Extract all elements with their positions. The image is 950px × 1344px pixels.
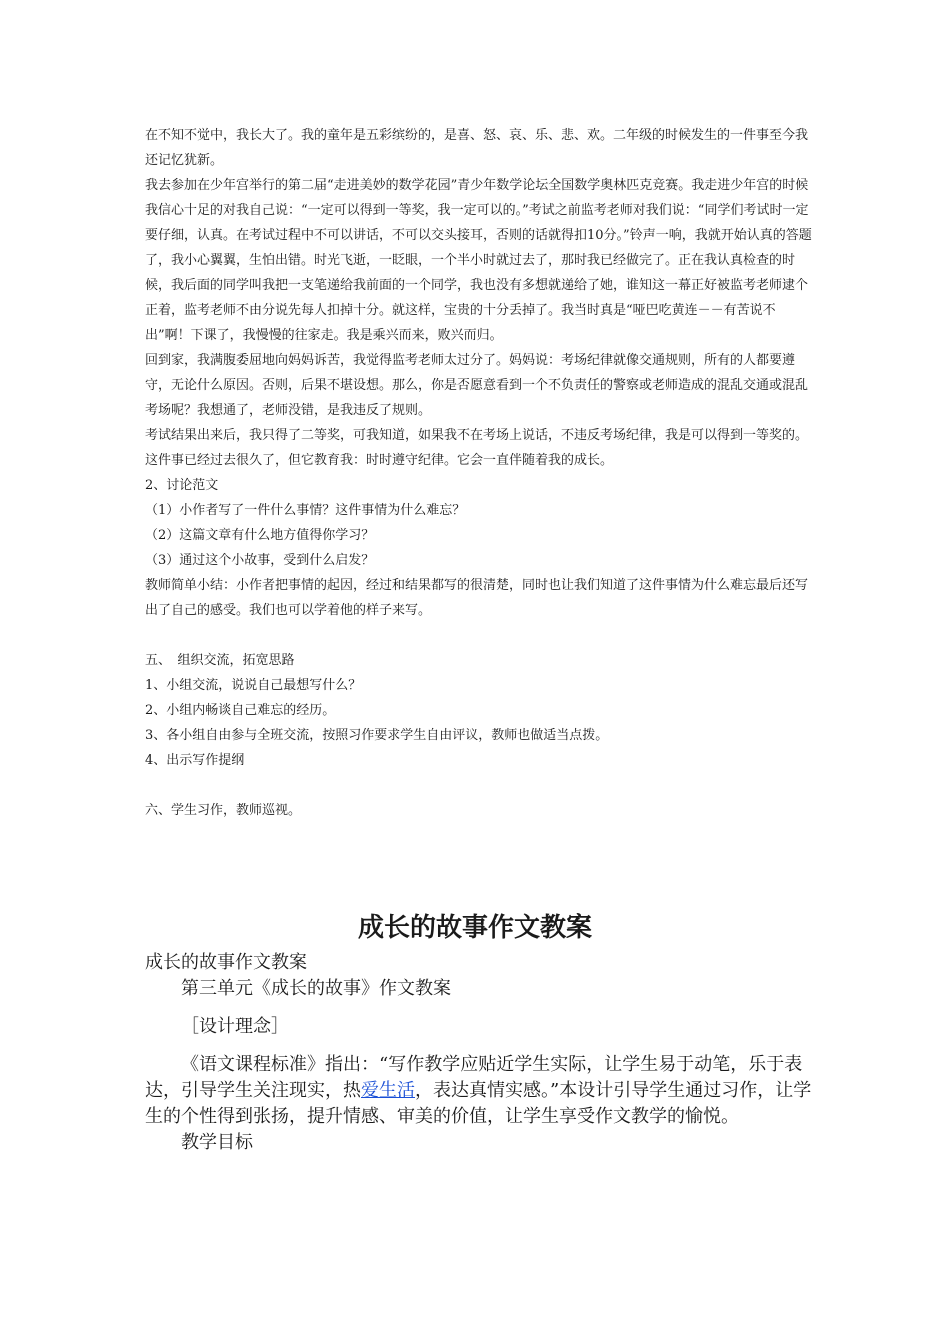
paragraph-text: 《语文课程标准》指出：“写作教学应贴近学生实际，让学生易于动笔，乐于表达，引导学生关注现实，热 <box>145 1054 803 1101</box>
essay-paragraph: 考试结果出来后，我只得了二等奖，可我知道，如果我不在考场上说话，不违反考场纪律，我是可以得到一等奖的。 <box>145 428 809 443</box>
section-five-item: 3、各小组自由参与全班交流，按照习作要求学生自由评议，教师也做适当点拨。 <box>145 728 609 743</box>
discussion-question: （3）通过这个小故事，受到什么启发？ <box>145 553 375 568</box>
essay-paragraph: 回到家，我满腹委屈地向妈妈诉苦，我觉得监考老师太过分了。妈妈说：考场纪律就像交通规则，所有的人都要遵守，无论什么原因。否则，后果不堪设想。那么，你是否愿意看到一个不负责任的警察或老师造成的混乱交通或混乱考场呢？我想通了，老师没错，是我违反了规则。 <box>145 353 809 418</box>
teaching-goals-heading: 教学目标 <box>181 1132 253 1153</box>
discussion-question: （1）小作者写了一件什么事情？这件事情为什么难忘？ <box>145 503 466 518</box>
love-life-link[interactable]: 爱生活 <box>361 1080 415 1101</box>
essay-paragraph: 这件事已经过去很久了，但它教育我：时时遵守纪律。它会一直伴随着我的成长。 <box>145 453 614 468</box>
design-concept-heading: ［设计理念］ <box>181 1016 289 1037</box>
discussion-heading: 2、讨论范文 <box>145 478 219 493</box>
essay-paragraph: 我去参加在少年宫举行的第二届“走进美妙的数学花园”青少年数学论坛全国数学奥林匹克竞赛。我走进少年宫的时候我信心十足的对我自己说：“一定可以得到一等奖，我一定可以的。”考试之前监考老师对我们说：“同学们考试时一定要仔细，认真。在考试过程中不可以讲话，不可以交头接耳，否则的话就得扣10分。”铃声一响，我就开始认真的答题了，我小心翼翼，生怕出错。时光飞逝，一眨眼，一个半小时就过去了，那时我已经做完了。正在我认真检查的时候，我后面的同学叫我把一支笔递给我前面的一个同学，我也没有多想就递给了她，谁知这一幕正好被监考老师逮个正着，监考老师不由分说先每人扣掉十分。就这样，宝贵的十分丢掉了。我当时真是“哑巴吃黄连－－有苦说不出”啊！下课了，我慢慢的往家走。我是乘兴而来，败兴而归。 <box>145 178 812 343</box>
discussion-question: （2）这篇文章有什么地方值得你学习？ <box>145 528 375 543</box>
section-five-item: 4、出示写作提纲 <box>145 753 245 768</box>
essay-section <box>145 123 815 823</box>
teacher-summary: 教师简单小结：小作者把事情的起因，经过和结果都写的很清楚，同时也让我们知道了这件事情为什么难忘最后还写出了自己的感受。我们也可以学着他的样子来写。 <box>145 578 809 618</box>
article-body <box>145 950 825 1156</box>
unit-title: 第三单元《成长的故事》作文教案 <box>181 978 451 999</box>
section-six-heading: 六、学生习作，教师巡视。 <box>145 803 302 818</box>
design-concept-paragraph <box>145 1052 825 1130</box>
article-subtitle: 成长的故事作文教案 <box>145 952 307 973</box>
paragraph-text: ，表达真情实感。”本设计引导学生通过习作，让学生的个性得到张扬，提升情感、审美的价值，让学生享受作文教学的愉悦。 <box>145 1080 812 1127</box>
section-five-item: 1、小组交流，说说自己最想写什么？ <box>145 678 362 693</box>
section-five-item: 2、小组内畅谈自己难忘的经历。 <box>145 703 336 718</box>
section-five-heading: 五、 组织交流，拓宽思路 <box>145 653 295 668</box>
essay-paragraph: 在不知不觉中，我长大了。我的童年是五彩缤纷的，是喜、怒、哀、乐、悲、欢。二年级的时候发生的一件事至今我还记忆犹新。 <box>145 128 809 168</box>
article-title: 成长的故事作文教案 <box>357 913 592 943</box>
